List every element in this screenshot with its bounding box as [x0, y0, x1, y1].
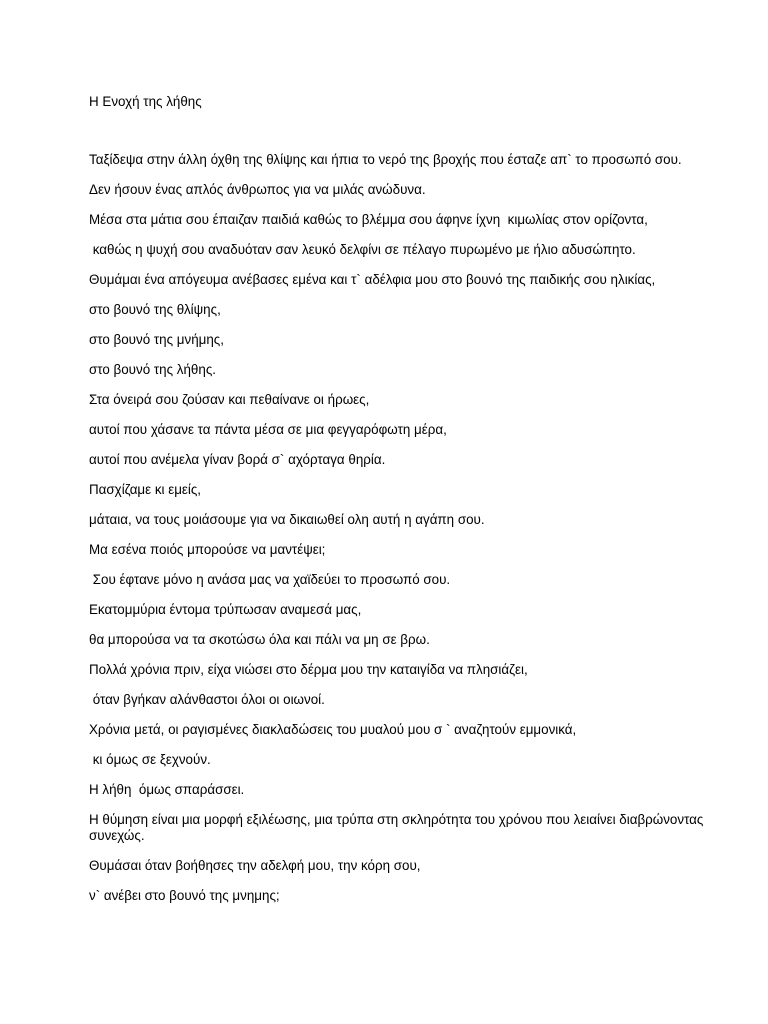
- poem-line: Μα εσένα ποιός μπορούσε να μαντέψει;: [89, 542, 326, 557]
- poem-line: Σου έφτανε μόνο η ανάσα μας να χαϊδεύει το προσωπό σου.: [89, 572, 451, 587]
- poem-line: στο βουνό της λήθης.: [89, 362, 216, 377]
- poem-line: Θυμάμαι ένα απόγευμα ανέβασες εμένα και τ` αδέλφια μου στο βουνό της παιδικής σου ηλικίας,: [89, 272, 656, 287]
- poem-line: Εκατομμύρια έντομα τρύπωσαν αναμεσά μας,: [89, 602, 362, 617]
- poem-line: Η θύμηση είναι μια μορφή εξιλέωσης, μια τρύπα στη σκληρότητα του χρόνου που λειαίνει διαβρώνοντας συνεχώς.: [89, 812, 708, 843]
- poem-line: Χρόνια μετά, οι ραγισμένες διακλαδώσεις του μυαλού μου σ ` αναζητούν εμμονικά,: [89, 722, 577, 737]
- poem-line: αυτοί που χάσανε τα πάντα μέσα σε μια φεγγαρόφωτη μέρα,: [89, 422, 447, 437]
- poem-line: μάταια, να τους μοιάσουμε για να δικαιωθεί ολη αυτή η αγάπη σου.: [89, 512, 485, 527]
- poem-line: Η λήθη όμως σπαράσσει.: [89, 782, 245, 797]
- poem-line: Μέσα στα μάτια σου έπαιζαν παιδιά καθώς το βλέμμα σου άφηνε ίχνη κιμωλίας στον ορίζοντα,: [89, 212, 648, 227]
- poem-line: στο βουνό της θλίψης,: [89, 302, 221, 317]
- poem-body: [89, 152, 709, 918]
- poem-line: Στα όνειρά σου ζούσαν και πεθαίνανε οι ήρωες,: [89, 392, 370, 407]
- poem-line: όταν βγήκαν αλάνθαστοι όλοι οι οιωνοί.: [89, 692, 325, 707]
- poem-line: Ταξίδεψα στην άλλη όχθη της θλίψης και ήπια το νερό της βροχής που έσταζε απ` το προσωπό σου.: [89, 152, 682, 167]
- poem-line: στο βουνό της μνήμης,: [89, 332, 224, 347]
- poem-line: Δεν ήσουν ένας απλός άνθρωπος για να μιλάς ανώδυνα.: [89, 182, 426, 197]
- poem-line: Πασχίζαμε κι εμείς,: [89, 482, 202, 497]
- document-title: Η Ενοχή της λήθης: [89, 94, 202, 109]
- poem-line: Θυμάσαι όταν βοήθησες την αδελφή μου, την κόρη σου,: [89, 858, 421, 873]
- poem-line: Πολλά χρόνια πριν, είχα νιώσει στο δέρμα μου την καταιγίδα να πλησιάζει,: [89, 662, 528, 677]
- poem-line: κι όμως σε ξεχνούν.: [89, 752, 211, 767]
- poem-line: θα μπορούσα να τα σκοτώσω όλα και πάλι να μη σε βρω.: [89, 632, 430, 647]
- poem-line: ν` ανέβει στο βουνό της μνημης;: [89, 888, 280, 903]
- poem-line: καθώς η ψυχή σου αναδυόταν σαν λευκό δελφίνι σε πέλαγο πυρωμένο με ήλιο αδυσώπητο.: [89, 242, 636, 257]
- poem-line: αυτοί που ανέμελα γίναν βορά σ` αχόρταγα θηρία.: [89, 452, 386, 467]
